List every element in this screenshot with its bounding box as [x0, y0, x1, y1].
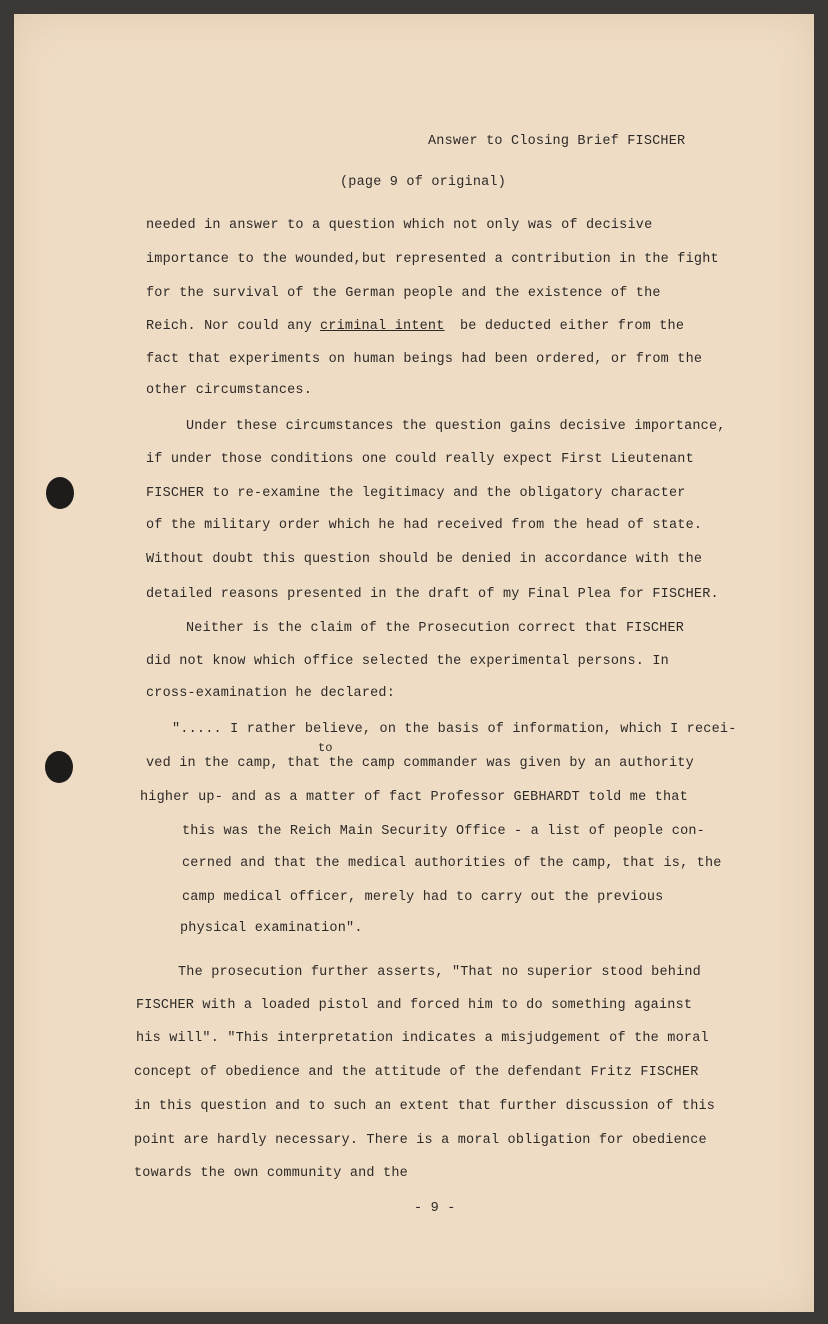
text-line: point are hardly necessary. There is a moral obligation for obedience	[134, 1133, 707, 1148]
quote-line: camp medical officer, merely had to carry out the previous	[182, 890, 664, 905]
text-line: did not know which office selected the experimental persons. In	[146, 654, 669, 669]
text-line: Without doubt this question should be denied in accordance with the	[146, 552, 703, 567]
text-line: of the military order which he had received from the head of state.	[146, 518, 703, 533]
text-line: for the survival of the German people and the existence of the	[146, 286, 661, 301]
text-line: detailed reasons presented in the draft of my Final Plea for FISCHER.	[146, 587, 719, 602]
text-line: other circumstances.	[146, 383, 313, 398]
page-title: Answer to Closing Brief FISCHER	[428, 134, 686, 149]
underlined-phrase: criminal intent	[320, 319, 445, 334]
text-line: Reich. Nor could any	[146, 319, 313, 334]
text-line: FISCHER to re-examine the legitimacy and the obligatory character	[146, 486, 686, 501]
text-line: be deducted either from the	[460, 319, 685, 334]
quote-line: higher up- and as a matter of fact Professor GEBHARDT told me that	[140, 790, 688, 805]
interlinear-insert: to	[318, 741, 333, 755]
text-line: if under those conditions one could really expect First Lieutenant	[146, 452, 694, 467]
punch-hole	[45, 751, 73, 783]
text-line: cross-examination he declared:	[146, 686, 396, 701]
text-line: Under these circumstances the question gains decisive importance,	[186, 419, 726, 434]
page-reference: (page 9 of original)	[340, 175, 507, 190]
text-line: importance to the wounded,but represented a contribution in the fight	[146, 252, 719, 267]
text-line: fact that experiments on human beings had been ordered, or from the	[146, 352, 703, 367]
punch-hole	[46, 477, 74, 509]
text-line: his will". "This interpretation indicates a misjudgement of the moral	[136, 1031, 709, 1046]
quote-line: cerned and that the medical authorities of the camp, that is, the	[182, 856, 722, 871]
quote-line: this was the Reich Main Security Office - a list of people con-	[182, 824, 705, 839]
text-line: in this question and to such an extent that further discussion of this	[134, 1099, 716, 1114]
text-line: FISCHER with a loaded pistol and forced him to do something against	[136, 998, 693, 1013]
page-number: - 9 -	[414, 1201, 456, 1216]
quote-line: physical examination".	[180, 921, 363, 936]
quote-line: ved in the camp, that the camp commander was given by an authority	[146, 756, 694, 771]
text-line: needed in answer to a question which not only was of decisive	[146, 218, 653, 233]
text-line: The prosecution further asserts, "That no superior stood behind	[178, 965, 701, 980]
text-line: Neither is the claim of the Prosecution correct that FISCHER	[186, 621, 685, 636]
text-line: concept of obedience and the attitude of the defendant Fritz FISCHER	[134, 1065, 699, 1080]
quote-line: "..... I rather believe, on the basis of information, which I recei-	[172, 722, 737, 737]
text-line: towards the own community and the	[134, 1166, 408, 1181]
